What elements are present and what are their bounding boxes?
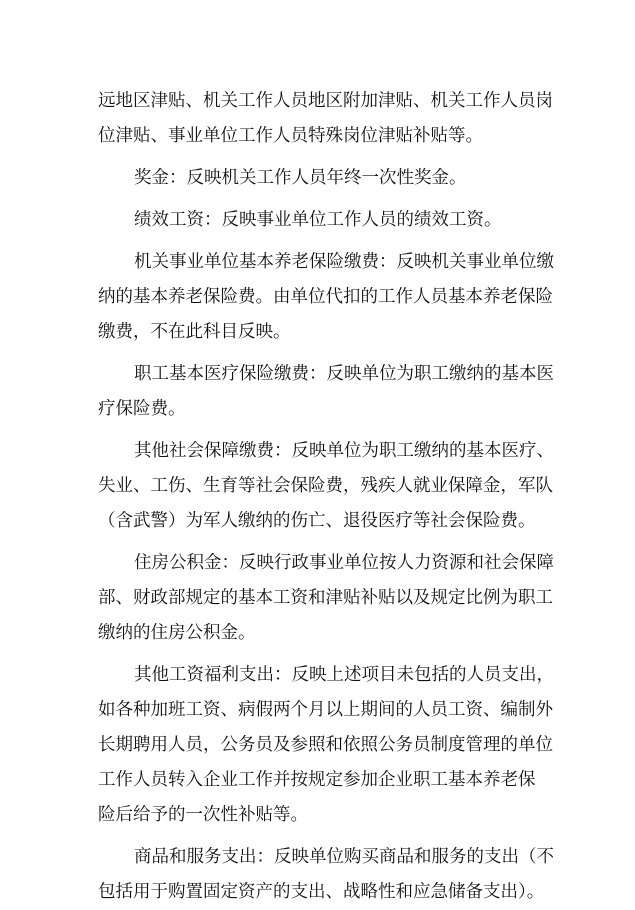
text-line: 职工基本医疗保险缴费：反映单位为职工缴纳的基本医: [134, 364, 554, 384]
document-body: [98, 84, 554, 910]
text-line: 机关事业单位基本养老保险缴费：反映机关事业单位缴: [134, 252, 554, 272]
text-line: 商品和服务支出：反映单位购买商品和服务的支出（不: [134, 847, 554, 867]
text-line: 缴纳的住房公积金。: [98, 623, 256, 643]
text-line: 绩效工资：反映事业单位工作人员的绩效工资。: [134, 210, 502, 230]
text-line: 工作人员转入企业工作并按规定参加企业职工基本养老保: [98, 770, 536, 790]
text-line: 纳的基本养老保险费。由单位代扣的工作人员基本养老保险: [98, 287, 553, 307]
paragraph: [98, 658, 554, 833]
text-line: 如各种加班工资、病假两个月以上期间的人员工资、编制外: [98, 700, 553, 720]
text-line: 奖金：反映机关工作人员年终一次性奖金。: [134, 168, 467, 188]
text-line: 失业、工伤、生育等社会保险费，残疾人就业保障金，军队: [98, 476, 553, 496]
paragraph: [98, 840, 554, 910]
text-line: （含武警）为军人缴纳的伤亡、退役医疗等社会保险费。: [98, 511, 536, 531]
paragraph: [98, 357, 554, 427]
text-line: 其他社会保障缴费：反映单位为职工缴纳的基本医疗、: [134, 441, 554, 461]
paragraph: [98, 203, 548, 238]
paragraph: [98, 245, 554, 350]
paragraph: [98, 434, 554, 539]
text-line: 部、财政部规定的基本工资和津贴补贴以及规定比例为职工: [98, 588, 553, 608]
text-line: 住房公积金：反映行政事业单位按人力资源和社会保障: [134, 553, 554, 573]
text-line: 远地区津贴、机关工作人员地区附加津贴、机关工作人员岗: [98, 91, 553, 111]
text-line: 险后给予的一次性补贴等。: [98, 805, 308, 825]
text-line: 包括用于购置固定资产的支出、战略性和应急储备支出）。: [98, 882, 545, 902]
paragraph: [98, 84, 553, 154]
text-line: 疗保险费。: [98, 399, 186, 419]
paragraph: [98, 546, 554, 651]
text-line: 位津贴、事业单位工作人员特殊岗位津贴补贴等。: [98, 126, 483, 146]
paragraph: [98, 161, 548, 196]
text-line: 其他工资福利支出：反映上述项目未包括的人员支出，: [134, 665, 554, 685]
text-line: 长期聘用人员，公务员及参照和依照公务员制度管理的单位: [98, 735, 553, 755]
text-line: 缴费，不在此科目反映。: [98, 322, 291, 342]
